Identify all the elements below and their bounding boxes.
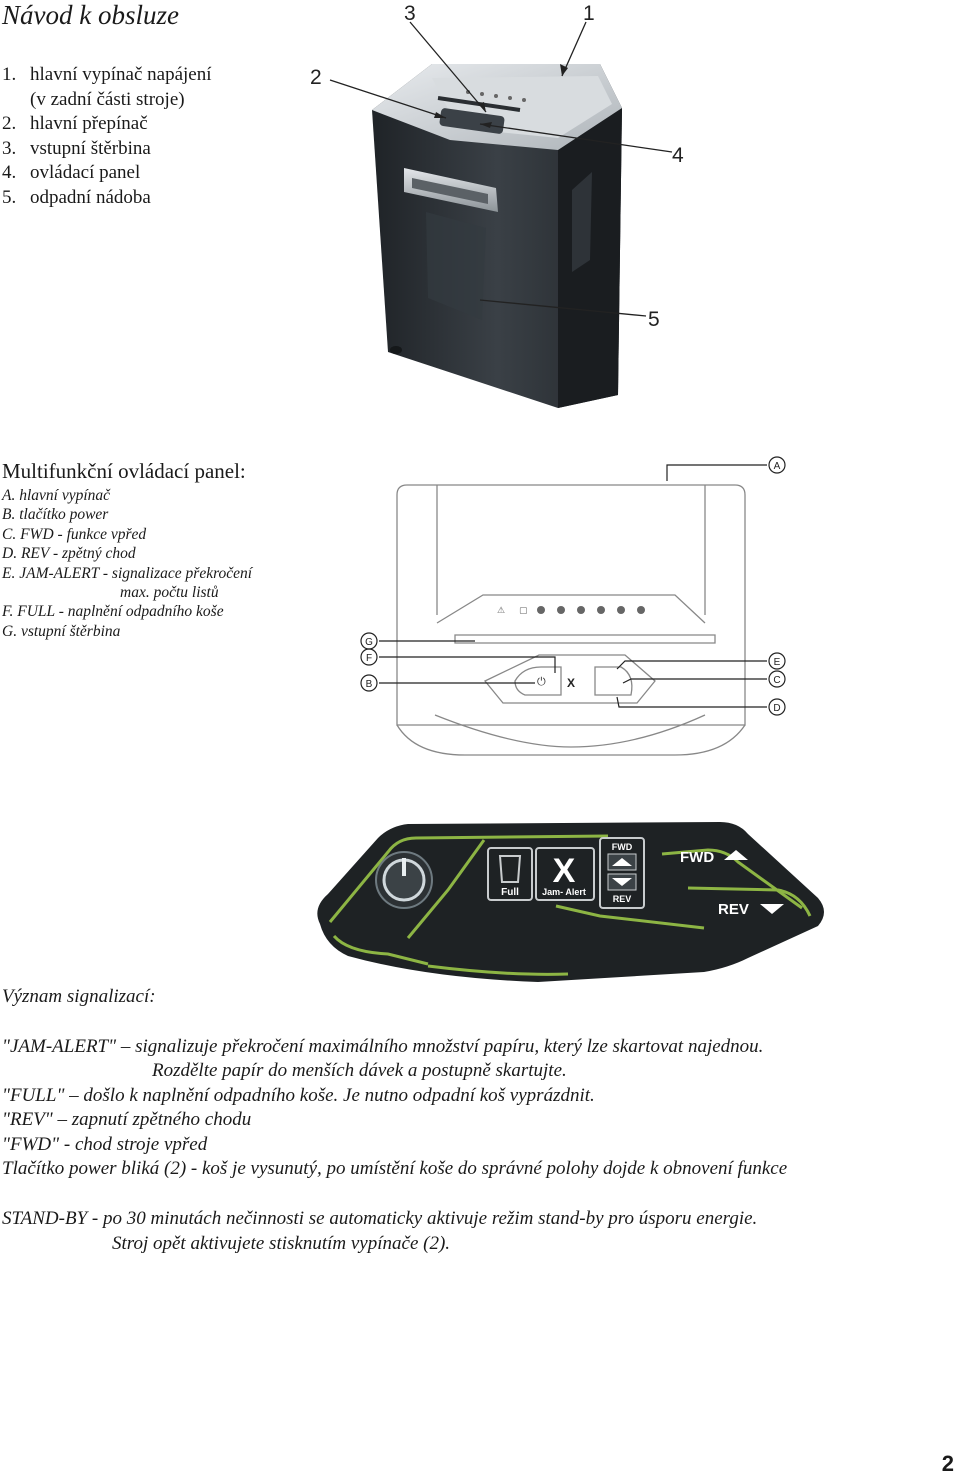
panel-legend — [2, 486, 252, 641]
list-item: A. hlavní vypínač — [2, 487, 111, 504]
callout-1: 1 — [583, 2, 595, 25]
list-item: 1. hlavní vypínač napájení — [2, 64, 212, 85]
label-b: B — [365, 679, 373, 690]
list-item: 3. vstupní štěrbina — [2, 137, 151, 159]
list-item: STAND-BY - po 30 minutách nečinnosti se automaticky aktivuje režim stand-by pro úsporu energie. — [2, 1208, 758, 1230]
list-item: 2. hlavní přepínač — [2, 113, 148, 135]
list-item: G. vstupní štěrbina — [2, 622, 121, 640]
label-a: A — [773, 461, 781, 472]
list-item: E. JAM-ALERT - signalizace překročení — [2, 564, 253, 582]
rev-button-label: REV — [718, 901, 749, 918]
shredder-illustration — [300, 0, 720, 420]
fwd-small-label: FWD — [611, 842, 633, 852]
list-item: Tlačítko power bliká (2) - koš je vysunutý, po umístění koše do správné polohy dojde k obnovení funkce — [2, 1158, 788, 1180]
list-item: "JAM-ALERT" – signalizuje překročení maximálního množství papíru, který lze skartovat najednou. — [2, 1036, 764, 1057]
label-g: G — [365, 637, 373, 648]
list-item: B. tlačítko power — [2, 506, 109, 524]
signals-list — [2, 1035, 952, 1256]
parts-list — [2, 63, 212, 211]
label-c: C — [773, 675, 781, 686]
label-d: D — [773, 703, 781, 714]
callout-4: 4 — [672, 144, 684, 167]
list-item: "REV" – zapnutí zpětného chodu — [2, 1109, 252, 1131]
label-e: E — [773, 657, 781, 668]
rev-small-label: REV — [612, 894, 632, 904]
jam-label: Jam- Alert — [542, 887, 586, 897]
callout-3: 3 — [404, 2, 416, 25]
list-item: Rozdělte papír do menších dávek a postupně skartujte. — [152, 1060, 567, 1082]
list-item: Stroj opět aktivujete stisknutím vypínače (2). — [112, 1232, 451, 1254]
callout-2: 2 — [310, 66, 322, 89]
svg-text:⚠: ⚠ — [497, 605, 506, 615]
list-item: "FULL" – došlo k naplnění odpadního koše. Je nutno odpadní koš vyprázdnit. — [2, 1084, 595, 1106]
list-item: 4. ovládací panel — [2, 162, 141, 184]
list-item: D. REV - zpětný chod — [2, 545, 136, 563]
panel-heading: Multifunkční ovládací panel: — [2, 459, 246, 483]
signals-heading: Význam signalizací: — [2, 986, 156, 1007]
callout-5: 5 — [648, 308, 660, 331]
list-item: F. FULL - naplnění odpadního koše — [2, 603, 224, 621]
control-panel-image — [308, 818, 832, 986]
list-item: 5. odpadní nádoba — [2, 186, 151, 208]
svg-text:▢: ▢ — [519, 605, 528, 615]
list-item: max. počtu listů — [120, 584, 219, 602]
page-number: 2 — [941, 1451, 954, 1476]
list-item: (v zadní části stroje) — [30, 88, 185, 110]
svg-text:X: X — [567, 676, 576, 690]
label-f: F — [365, 653, 373, 664]
full-label: Full — [501, 887, 519, 898]
page-title: Návod k obsluze — [2, 0, 179, 30]
svg-text:⏻: ⏻ — [537, 676, 546, 688]
list-item: "FWD" - chod stroje vpřed — [2, 1133, 208, 1155]
fwd-button-label: FWD — [680, 849, 715, 866]
list-item: C. FWD - funkce vpřed — [2, 525, 147, 543]
jam-x-icon: X — [552, 852, 576, 890]
panel-line-drawing — [355, 455, 795, 795]
